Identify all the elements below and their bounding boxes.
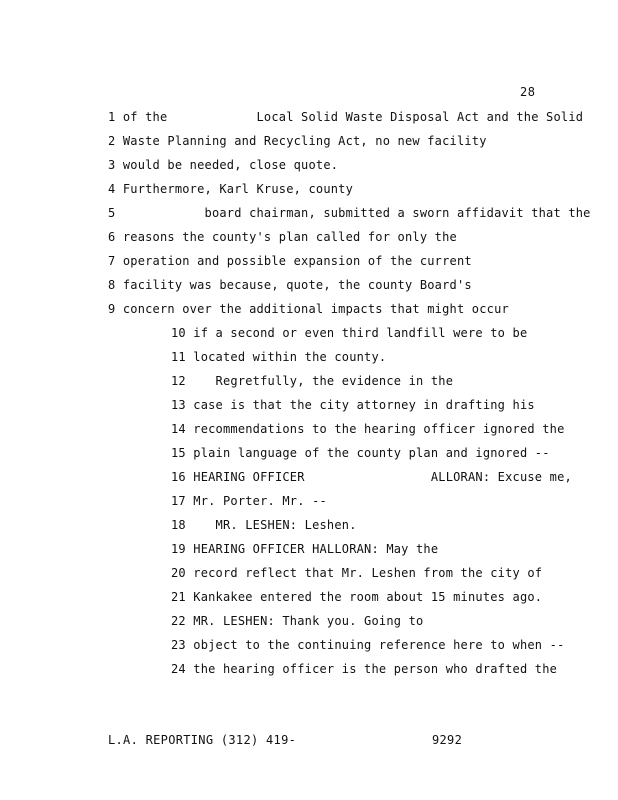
transcript-line-20: 20 record reflect that Mr. Leshen from the city of <box>171 566 543 580</box>
transcript-line-8: 8 facility was because, quote, the county Board's <box>108 278 472 292</box>
transcript-line-17: 17 Mr. Porter. Mr. -- <box>171 494 327 508</box>
transcript-line-11: 11 located within the county. <box>171 350 387 364</box>
page-number: 28 <box>520 85 536 99</box>
transcript-line-6: 6 reasons the county's plan called for only the <box>108 230 457 244</box>
footer-phone-suffix: 9292 <box>432 733 463 747</box>
transcript-line-13: 13 case is that the city attorney in drafting his <box>171 398 535 412</box>
transcript-line-19: 19 HEARING OFFICER HALLORAN: May the <box>171 542 439 556</box>
transcript-line-3: 3 would be needed, close quote. <box>108 158 339 172</box>
footer-reporting-info: L.A. REPORTING (312) 419- <box>108 733 297 747</box>
transcript-line-2: 2 Waste Planning and Recycling Act, no new facility <box>108 134 487 148</box>
transcript-line-22: 22 MR. LESHEN: Thank you. Going to <box>171 614 424 628</box>
transcript-line-9: 9 concern over the additional impacts that might occur <box>108 302 509 316</box>
transcript-line-5: 5 board chairman, submitted a sworn affidavit that the <box>108 206 591 220</box>
transcript-line-4: 4 Furthermore, Karl Kruse, county <box>108 182 354 196</box>
transcript-line-21: 21 Kankakee entered the room about 15 minutes ago. <box>171 590 543 604</box>
transcript-line-18: 18 MR. LESHEN: Leshen. <box>171 518 357 532</box>
transcript-line-7: 7 operation and possible expansion of the current <box>108 254 472 268</box>
transcript-line-24: 24 the hearing officer is the person who drafted the <box>171 662 558 676</box>
transcript-line-15: 15 plain language of the county plan and ignored -- <box>171 446 550 460</box>
transcript-line-1: 1 of the Local Solid Waste Disposal Act and the Solid <box>108 110 584 124</box>
transcript-line-12: 12 Regretfully, the evidence in the <box>171 374 454 388</box>
transcript-line-16: 16 HEARING OFFICER ALLORAN: Excuse me, <box>171 470 572 484</box>
transcript-line-10: 10 if a second or even third landfill were to be <box>171 326 528 340</box>
transcript-line-14: 14 recommendations to the hearing officer ignored the <box>171 422 565 436</box>
transcript-line-23: 23 object to the continuing reference here to when -- <box>171 638 565 652</box>
